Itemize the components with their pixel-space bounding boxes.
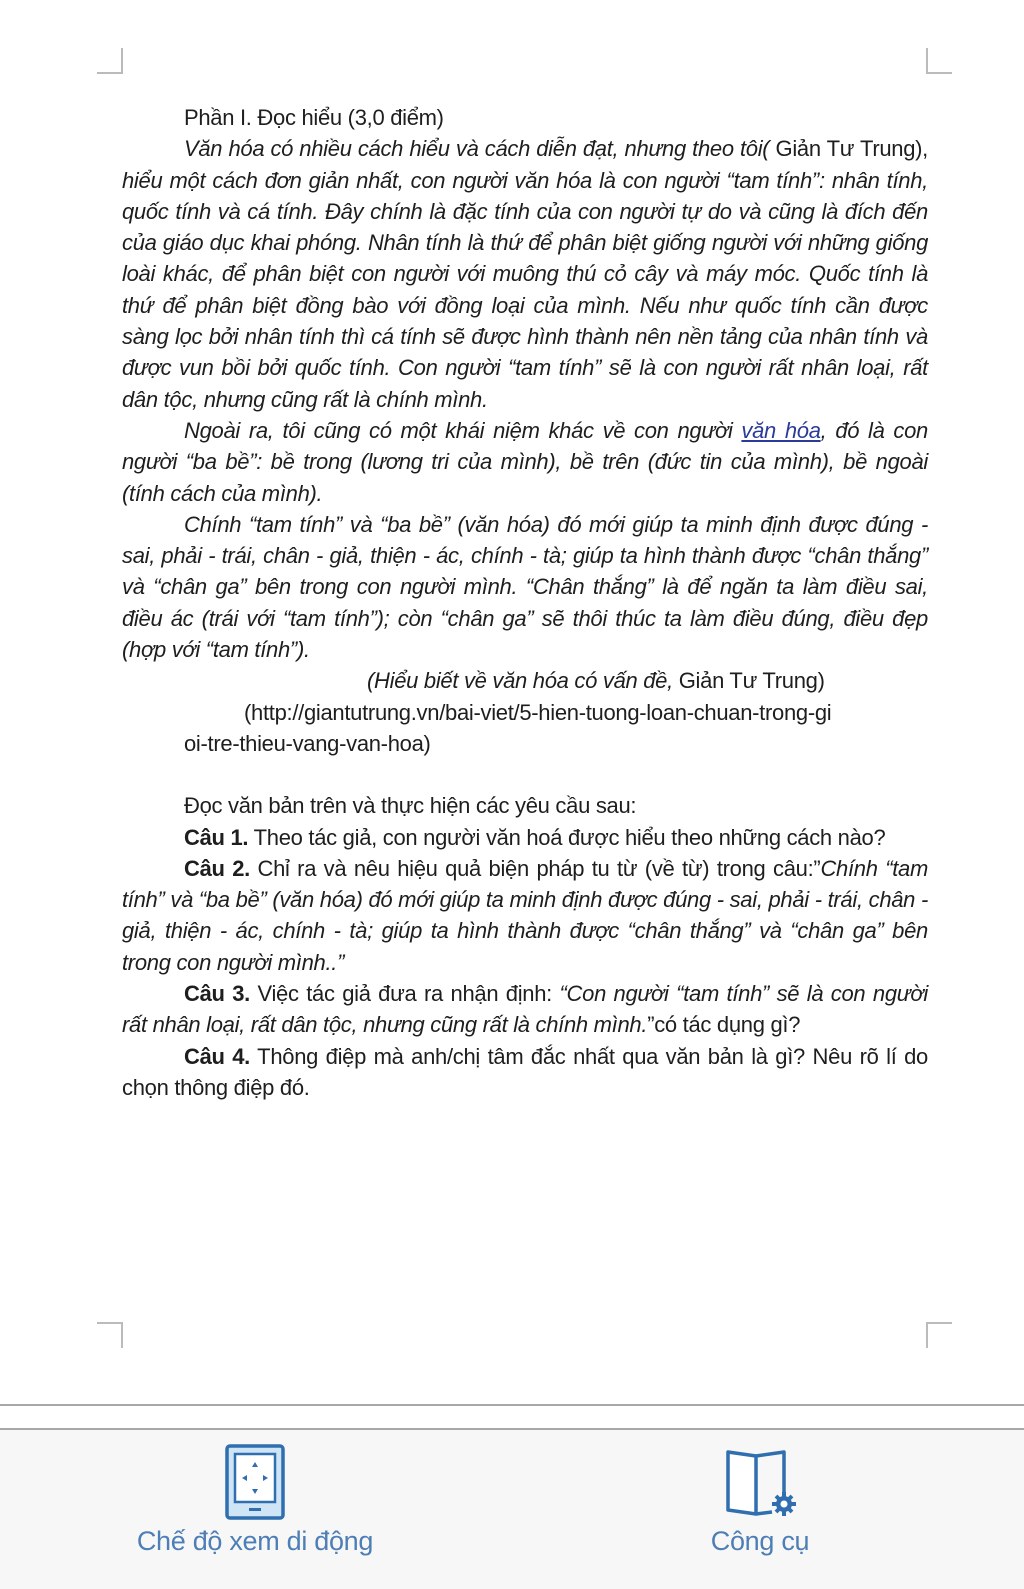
page-corner-mark xyxy=(926,1322,952,1348)
question-1 xyxy=(122,822,928,853)
source-url-line-2 xyxy=(122,728,928,759)
source-url-line-1 xyxy=(122,697,928,728)
mobile-view-button[interactable] xyxy=(120,1444,390,1557)
text-normal: Giản Tư Trung), xyxy=(769,136,928,162)
tools-label: Công cụ xyxy=(710,1526,810,1556)
tools-button[interactable] xyxy=(660,1444,860,1557)
question-quote: Chính “tam tính” và “ba bề” (văn hóa) đó mới giúp ta minh định được đúng - sai, phải - trái, chân - giả, thiện - ác, chính - tà; giúp ta hình thành được “chân thắng” và “chân ga” bên trong con người mình..” xyxy=(122,855,928,975)
bottom-toolbar xyxy=(0,1430,1024,1589)
question-text: Theo tác giả, con người văn hoá được hiểu theo những cách nào? xyxy=(248,824,886,850)
question-4 xyxy=(122,1041,928,1104)
page-corner-mark xyxy=(97,48,123,74)
question-text: Thông điệp mà anh/chị tâm đắc nhất qua văn bản là gì? Nêu rõ lí do chọn thông điệp đó. xyxy=(122,1043,928,1100)
book-gear-icon xyxy=(722,1444,798,1520)
mobile-view-icon xyxy=(225,1444,285,1520)
question-label: Câu 1. xyxy=(184,824,249,850)
citation-title: (Hiểu biết về văn hóa có vấn đề, xyxy=(367,668,673,694)
question-2 xyxy=(122,853,928,978)
question-label: Câu 2. xyxy=(184,855,250,881)
heading-text: Phần I. Đọc hiểu (3,0 điểm) xyxy=(184,105,444,130)
instruction-text: Đọc văn bản trên và thực hiện các yêu cầu sau: xyxy=(184,793,637,819)
passage-paragraph-1 xyxy=(122,133,928,415)
question-3 xyxy=(122,978,928,1041)
passage-paragraph-2 xyxy=(122,415,928,509)
question-text: Việc tác giả đưa ra nhận định: xyxy=(249,981,560,1007)
citation xyxy=(122,665,928,696)
text-italic: Chính “tam tính” và “ba bề” (văn hóa) đó mới giúp ta minh định được đúng - sai, phải - trái, chân - giả, thiện - ác, chính - tà; giúp ta hình thành được “chân thắng” và “chân ga” bên trong con người mình. “Chân thắng” là để ngăn ta làm điều sai, điều ác (trái với “tam tính”); còn “chân ga” sẽ thôi thúc ta làm điều đúng, điều đẹp (hợp với “tam tính”). xyxy=(122,511,928,663)
source-url: (http://giantutrung.vn/bai-viet/5-hien-tuong-loan-chuan-trong-gi xyxy=(244,699,832,725)
instruction xyxy=(122,790,928,821)
question-text: Chỉ ra và nêu hiệu quả biện pháp tu từ (về từ) trong câu:” xyxy=(249,855,821,881)
text-italic: Văn hóa có nhiều cách hiểu và cách diễn đạt, nhưng theo tôi( xyxy=(184,136,770,162)
question-quote: “Con người “tam tính” sẽ là con người rất nhân loại, rất dân tộc, nhưng cũng rất là chính mình. xyxy=(122,981,928,1038)
text-italic: Ngoài ra, tôi cũng có một khái niệm khác về con người xyxy=(184,417,742,443)
section-heading xyxy=(122,102,928,133)
mobile-view-label: Chế độ xem di động xyxy=(136,1526,374,1556)
text-italic: hiểu một cách đơn giản nhất, con người văn hóa là con người “tam tính”: nhân tính, quốc tính và cá tính. Đây chính là đặc tính của con người tự do và cũng là đích đến của giáo dục khai phóng. Nhân tính là thứ để phân biệt giống người với những giống loài khác, để phân biệt con người với muông thú cỏ cây và máy móc. Quốc tính là thứ để phân biệt đồng bào với đồng loại của mình. Nếu như quốc tính cần được sàng lọc bởi nhân tính thì cá tính sẽ được hình thành nên nền tảng của nhân tính và được vun bồi bởi quốc tính. Con người “tam tính” sẽ là con người rất nhân loại, rất dân tộc, nhưng cũng rất là chính mình. xyxy=(122,167,928,412)
van-hoa-link[interactable]: văn hóa xyxy=(741,417,821,443)
question-text: ”có tác dụng gì? xyxy=(647,1012,801,1038)
divider xyxy=(0,1404,1024,1406)
page-corner-mark xyxy=(926,48,952,74)
citation-author: Giản Tư Trung) xyxy=(672,668,825,694)
passage-paragraph-3 xyxy=(122,509,928,665)
page-corner-mark xyxy=(97,1322,123,1348)
question-label: Câu 3. xyxy=(184,981,250,1007)
text-italic: , đó là con người “ba bề”: bề trong (lương tri của mình), bề trên (đức tin của mình), bề ngoài (tính cách của mình). xyxy=(122,417,928,506)
document-page xyxy=(122,102,928,1103)
source-url: oi-tre-thieu-vang-van-hoa) xyxy=(184,730,431,756)
question-label: Câu 4. xyxy=(184,1043,250,1069)
